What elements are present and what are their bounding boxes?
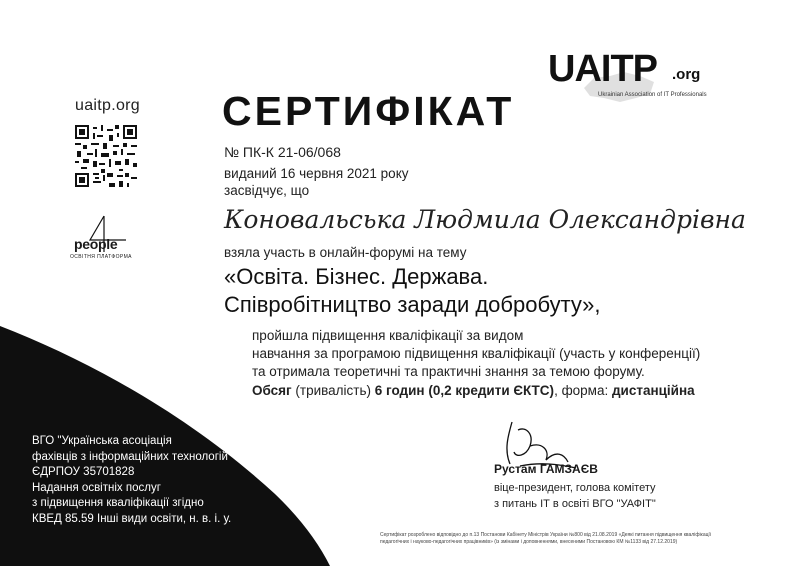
org-line-1: ВГО "Українська асоціація bbox=[32, 435, 172, 447]
logo-org: .org bbox=[672, 66, 701, 83]
recipient-name: Коновальська Людмила Олександрівна bbox=[224, 205, 746, 234]
training-line-1: пройшла підвищення кваліфікації за видом bbox=[252, 328, 524, 343]
volume-line bbox=[252, 383, 695, 398]
form-value: дистанційна bbox=[611, 383, 695, 398]
org-line-2: фахівців з інформаційних технологій" bbox=[32, 450, 232, 463]
participation-text: взяла участь в онлайн-форумі на тему bbox=[224, 245, 467, 260]
topic-line-1: «Освіта. Бізнес. Держава. bbox=[224, 264, 489, 289]
topic-line-2: Співробітництво заради добробуту», bbox=[224, 292, 601, 317]
logo-brand: UAITP bbox=[548, 48, 657, 90]
logo-tagline: Ukrainian Association of IT Professionals bbox=[598, 92, 707, 98]
certificate-title: СЕРТИФІКАТ bbox=[222, 88, 515, 134]
volume-label: Обсяг bbox=[252, 383, 292, 398]
uaitp-logo bbox=[536, 48, 756, 108]
org-line-4: Надання освітніх послуг bbox=[32, 481, 161, 494]
signer-role-2: з питань ІТ в освіті ВГО "УАФІТ" bbox=[494, 498, 656, 510]
certificate-number: № ПК-К 21-06/068 bbox=[224, 144, 341, 160]
footnote-line-2: педагогічних і науково-педагогічних працівників» (із змінами і доповненнями, внесеними Постановою КМ №1133 від 27.12.2019) bbox=[380, 539, 678, 545]
people-word: people bbox=[74, 236, 118, 252]
volume-hours: 6 годин (0,2 кредити ЄКТС) bbox=[374, 383, 555, 398]
platform-subtitle: ОСВІТНЯ ПЛАТФОРМА bbox=[70, 254, 132, 260]
org-line-5: з підвищення кваліфікації згідно bbox=[32, 497, 204, 509]
form-label: , форма: bbox=[554, 383, 612, 398]
signer-role-1: віце-президент, голова комітету bbox=[494, 482, 656, 494]
site-url[interactable]: uaitp.org bbox=[75, 97, 140, 114]
org-line-3: ЄДРПОУ 35701828 bbox=[32, 466, 135, 478]
people-platform-logo bbox=[70, 214, 142, 266]
volume-paren: (тривалість) bbox=[291, 383, 375, 398]
organization-info bbox=[32, 434, 232, 527]
training-line-2: навчання за програмою підвищення кваліфікації (участь у конференції) bbox=[252, 346, 701, 361]
signer-name: Рустам ГАМЗАЄВ bbox=[494, 462, 598, 476]
training-line-3: та отримала теоретичні та практичні знання за темою форуму. bbox=[252, 364, 645, 379]
org-line-6: КВЕД 85.59 Інші види освіти, н. в. і. у. bbox=[32, 512, 232, 525]
certifies-text: засвідчує, що bbox=[224, 183, 310, 198]
footnote-line-1: Сертифікат розроблено відповідно до п.13 Постанови Кабінету Міністрів України №800 від 21.08.2019 «Деякі питання підвищення кваліфікації bbox=[380, 532, 711, 538]
qr-code bbox=[75, 125, 137, 187]
issue-date: виданий 16 червня 2021 року bbox=[224, 166, 409, 181]
